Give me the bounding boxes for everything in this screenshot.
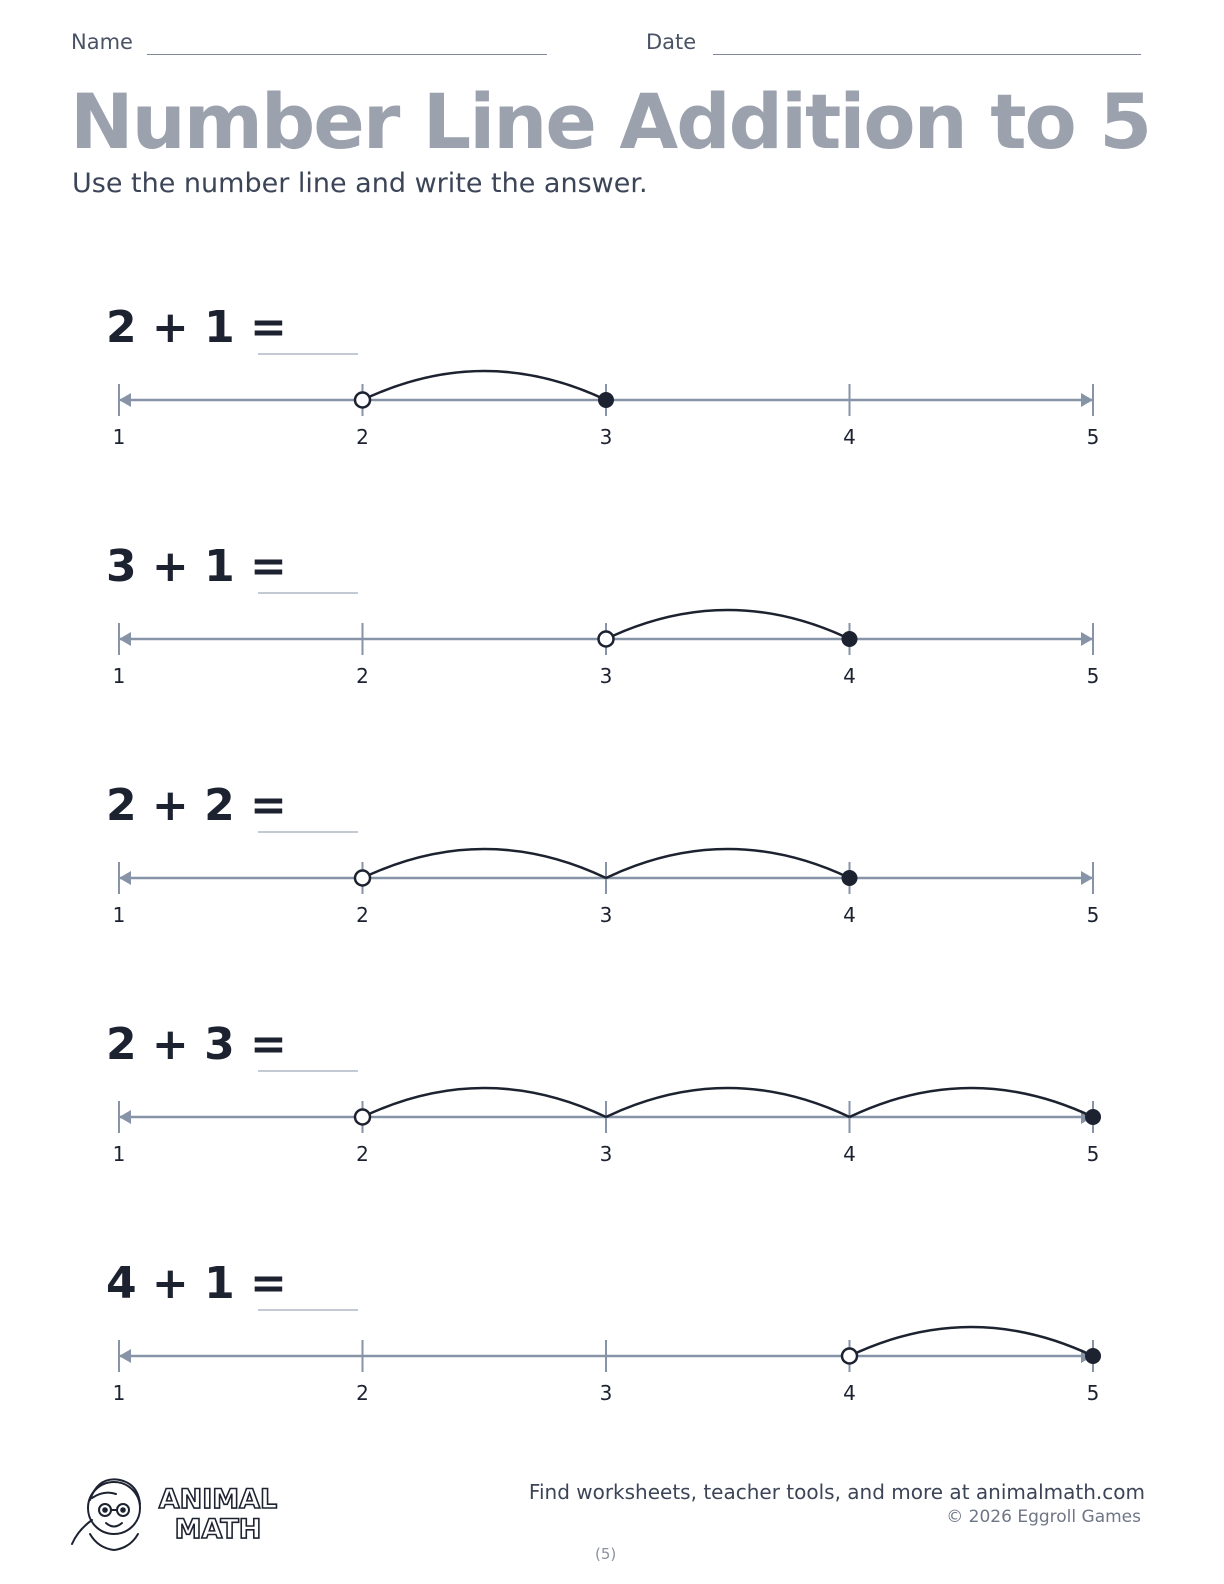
end-point — [598, 392, 614, 408]
arrow-left-icon — [119, 871, 131, 885]
number-line — [0, 541, 1224, 701]
logo-text-animal: ANIMAL — [158, 1484, 278, 1515]
footer-copyright: © 2026 Eggroll Games — [946, 1507, 1141, 1527]
tick-label: 1 — [112, 425, 126, 449]
arrow-left-icon — [119, 632, 131, 646]
tick-label: 1 — [112, 903, 126, 927]
tick-label: 4 — [843, 664, 856, 688]
tick-label: 4 — [843, 1381, 856, 1405]
tick-label: 5 — [1086, 1381, 1100, 1405]
name-label: Name — [71, 30, 133, 54]
tick-label: 2 — [356, 903, 369, 927]
jump-arc — [606, 610, 850, 639]
problem-4 — [0, 1019, 1224, 1179]
equation: 2 + 2 = — [106, 780, 287, 831]
tick-label: 1 — [112, 1381, 126, 1405]
tick-label: 3 — [599, 903, 613, 927]
page-title: Number Line Addition to 5 — [70, 77, 1151, 166]
equation: 3 + 1 = — [106, 541, 287, 592]
tick-label: 4 — [843, 425, 856, 449]
jump-arc — [850, 1088, 1094, 1117]
arrow-left-icon — [119, 1110, 131, 1124]
tick-label: 3 — [599, 664, 613, 688]
jump-arc — [363, 849, 607, 878]
problem-1 — [0, 302, 1224, 462]
animal-math-logo — [68, 1468, 288, 1554]
page-number: (5) — [595, 1545, 617, 1563]
number-line — [0, 1019, 1224, 1179]
problem-2 — [0, 541, 1224, 701]
tick-label: 2 — [356, 1381, 369, 1405]
name-field[interactable] — [147, 54, 547, 55]
jump-arc — [363, 371, 607, 400]
end-point — [1085, 1348, 1101, 1364]
number-line — [0, 302, 1224, 462]
start-point — [842, 1349, 857, 1364]
arrow-right-icon — [1081, 632, 1093, 646]
tick-label: 2 — [356, 664, 369, 688]
end-point — [842, 631, 858, 647]
arrow-left-icon — [119, 1349, 131, 1363]
equation: 2 + 3 = — [106, 1019, 287, 1070]
footer-tagline: Find worksheets, teacher tools, and more at animalmath.com — [528, 1480, 1145, 1504]
logo-text-math: MATH — [174, 1514, 262, 1545]
arrow-right-icon — [1081, 871, 1093, 885]
start-point — [355, 871, 370, 886]
instructions: Use the number line and write the answer. — [72, 168, 648, 199]
tick-label: 4 — [843, 903, 856, 927]
jump-arc — [606, 849, 850, 878]
jump-arc — [363, 1088, 607, 1117]
number-line — [0, 1258, 1224, 1418]
equation: 2 + 1 = — [106, 302, 287, 353]
tick-label: 5 — [1086, 903, 1100, 927]
start-point — [355, 393, 370, 408]
date-label: Date — [646, 30, 697, 54]
tick-label: 5 — [1086, 664, 1100, 688]
date-field[interactable] — [713, 54, 1141, 55]
problem-5 — [0, 1258, 1224, 1418]
problem-3 — [0, 780, 1224, 940]
tick-label: 5 — [1086, 1142, 1100, 1166]
equation: 4 + 1 = — [106, 1258, 287, 1309]
tick-label: 2 — [356, 1142, 369, 1166]
arrow-left-icon — [119, 393, 131, 407]
tick-label: 3 — [599, 425, 613, 449]
arrow-right-icon — [1081, 393, 1093, 407]
end-point — [842, 870, 858, 886]
tick-label: 1 — [112, 664, 126, 688]
jump-arc — [606, 1088, 850, 1117]
tick-label: 5 — [1086, 425, 1100, 449]
tick-label: 3 — [599, 1381, 613, 1405]
number-line — [0, 780, 1224, 940]
start-point — [599, 632, 614, 647]
tick-label: 3 — [599, 1142, 613, 1166]
end-point — [1085, 1109, 1101, 1125]
start-point — [355, 1110, 370, 1125]
tick-label: 1 — [112, 1142, 126, 1166]
jump-arc — [850, 1327, 1094, 1356]
tick-label: 2 — [356, 425, 369, 449]
tick-label: 4 — [843, 1142, 856, 1166]
